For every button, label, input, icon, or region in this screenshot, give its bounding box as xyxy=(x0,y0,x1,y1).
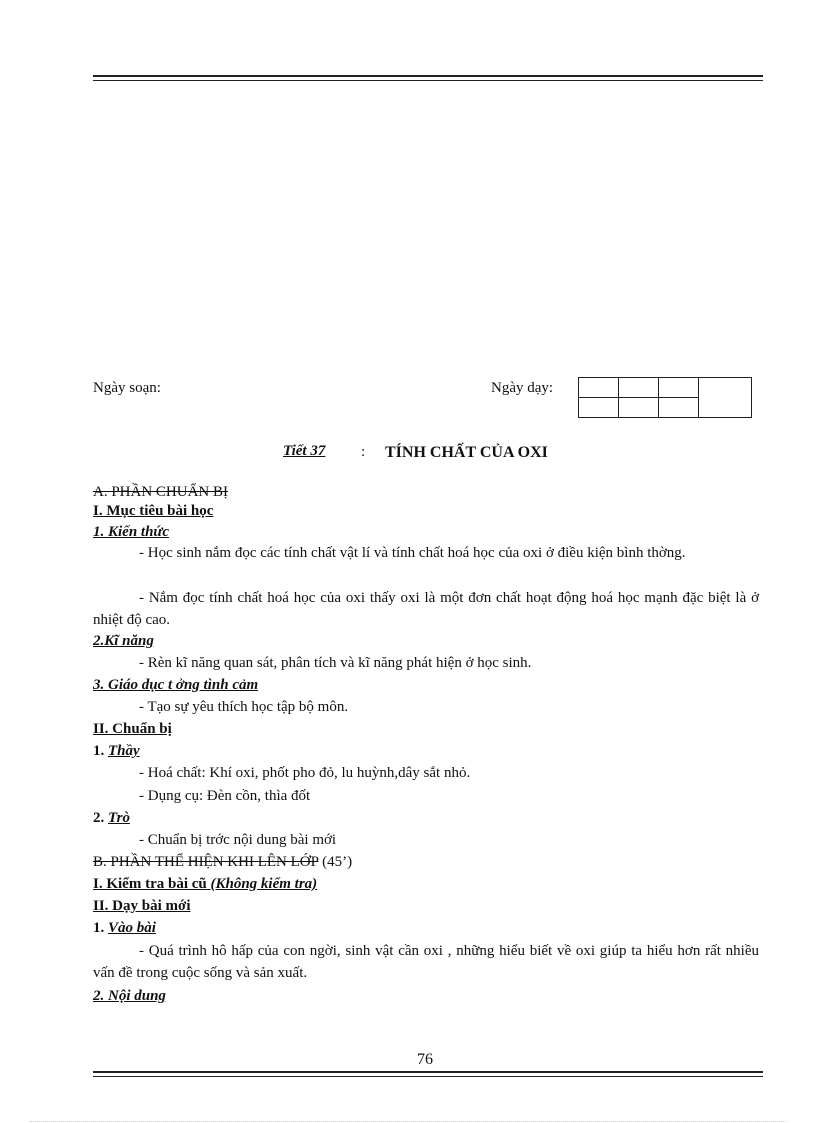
teaching-date-grid xyxy=(578,377,752,418)
date-cell xyxy=(579,378,619,398)
knowledge-paragraph-1 xyxy=(93,542,759,564)
review-note: (Không kiểm tra) xyxy=(206,876,318,892)
review-heading xyxy=(93,874,317,894)
skills-paragraph: - Rèn kĩ năng quan sát, phân tích và kĩ năng phát hiện ở học sinh. xyxy=(139,655,532,671)
preparation-heading: II. Chuẩn bị xyxy=(93,721,172,737)
lesson-separator: : xyxy=(361,444,366,460)
student-paragraph: - Chuẩn bị trớc nội dung bài mới xyxy=(139,832,337,848)
objectives-heading: I. Mục tiêu bài học xyxy=(93,503,214,519)
ngay-day-label: Ngày dạy: xyxy=(491,380,554,396)
intro-p1-text: - Quá trình hô hấp của con ngời, sinh vật cần oxi , những hiểu biết về oxi giúp ta hiểu hơn rất nhiều vấn đề trong cuộc sống và sản xuất. xyxy=(93,943,759,981)
page-number: 76 xyxy=(417,1051,433,1068)
intro-heading xyxy=(93,918,156,938)
attitude-heading: 3. Giáo dục t ởng tình cảm xyxy=(93,677,259,693)
header-rule xyxy=(93,75,763,81)
student-label: Trò xyxy=(108,810,130,826)
lesson-title: TÍNH CHẤT CỦA OXI xyxy=(385,444,548,461)
date-cell xyxy=(659,378,699,398)
knowledge-paragraph-2 xyxy=(93,587,759,631)
date-cell xyxy=(579,398,619,418)
lesson-period: Tiết 37 xyxy=(283,443,326,459)
footer-rule xyxy=(93,1071,763,1077)
knowledge-p1-text: - Học sinh nắm đọc các tính chất vật lí và tính chất hoá học của oxi ở điều kiện bình thờng. xyxy=(139,545,686,561)
review-title: I. Kiểm tra bài cũ xyxy=(93,876,207,892)
ngay-soan-label: Ngày soạn: xyxy=(93,380,161,396)
student-heading xyxy=(93,808,130,828)
intro-label: Vào bài xyxy=(108,920,156,936)
new-lesson-heading: II. Dạy bài mới xyxy=(93,898,191,914)
intro-number: 1. xyxy=(93,920,105,936)
date-cell xyxy=(659,398,699,418)
teacher-chemicals: - Hoá chất: Khí oxi, phốt pho đỏ, lu huỳnh,dây sắt nhỏ. xyxy=(139,765,471,781)
part-b-title: B. PHẦN THỂ HIỆN KHI LÊN LỚP xyxy=(93,854,319,870)
intro-paragraph xyxy=(93,940,759,984)
teacher-label: Thầy xyxy=(108,743,140,759)
teacher-equipment: - Dụng cụ: Đèn cồn, thìa đốt xyxy=(139,788,311,804)
part-b-heading xyxy=(93,852,352,872)
teacher-number: 1. xyxy=(93,743,105,759)
date-cell xyxy=(619,378,659,398)
student-number: 2. xyxy=(93,810,105,826)
part-a-heading: A. PHẦN CHUẨN BỊ xyxy=(93,484,229,500)
knowledge-heading: 1. Kiến thức xyxy=(93,524,170,540)
attitude-paragraph: - Tạo sự yêu thích học tập bộ môn. xyxy=(139,699,349,715)
bottom-dotted-border xyxy=(30,1121,786,1122)
date-cell xyxy=(619,398,659,418)
content-heading: 2. Nội dung xyxy=(93,988,166,1004)
teacher-heading xyxy=(93,741,140,761)
skills-heading: 2.Kĩ năng xyxy=(93,633,154,649)
part-b-time: (45’) xyxy=(318,854,353,870)
date-cell xyxy=(699,378,752,418)
knowledge-p2-text: - Nắm đọc tính chất hoá học của oxi thấy oxi là một đơn chất hoạt động hoá học mạnh đặc biệt là ở nhiệt độ cao. xyxy=(93,590,759,628)
